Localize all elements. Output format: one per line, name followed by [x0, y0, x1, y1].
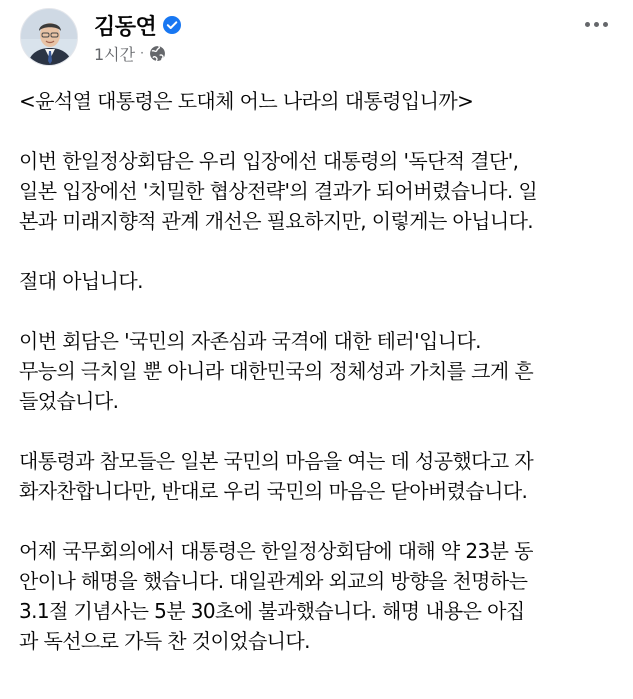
post-paragraph-4	[19, 326, 619, 416]
post-line: 무능의 극치일 뿐 아니라 대한민국의 정체성과 가치를 크게 흔	[19, 359, 534, 383]
post-line: 어제 국무회의에서 대통령은 한일정상회담에 대해 약 23분 동	[19, 539, 533, 563]
author-line	[94, 10, 182, 40]
post-timestamp[interactable]: 1시간	[94, 44, 136, 64]
post-line: 이번 한일정상회담은 우리 입장에선 대통령의 '독단적 결단',	[19, 149, 519, 173]
more-dot	[594, 22, 599, 27]
post-body	[19, 86, 619, 686]
post-line: 이번 회담은 '국민의 자존심과 국격에 대한 테러'입니다.	[19, 329, 481, 353]
post-paragraph-3	[19, 266, 619, 296]
post-line: 과 독선으로 가득 찬 것이었습니다.	[19, 629, 310, 653]
post-paragraph-5	[19, 446, 619, 506]
post-line: 들었습니다.	[19, 389, 119, 413]
post-line: 대통령과 참모들은 일본 국민의 마음을 여는 데 성공했다고 자	[19, 449, 534, 473]
post-meta	[94, 42, 166, 64]
post-line: 절대 아닙니다.	[19, 269, 143, 293]
post-line: 화자찬합니다만, 반대로 우리 국민의 마음은 닫아버렸습니다.	[19, 479, 528, 503]
author-avatar[interactable]	[20, 8, 78, 66]
more-dot	[603, 22, 608, 27]
post-line: 안이나 해명을 했습니다. 대일관계와 외교의 방향을 천명하는	[19, 569, 528, 593]
author-name[interactable]: 김동연	[94, 14, 157, 40]
meta-separator: ·	[140, 46, 144, 60]
post-line: <윤석열 대통령은 도대체 어느 나라의 대통령입니까>	[19, 89, 474, 113]
post-paragraph-6	[19, 536, 619, 656]
more-dot	[585, 22, 590, 27]
verified-badge-icon	[162, 15, 182, 35]
post-line: 3.1절 기념사는 5분 30초에 불과했습니다. 해명 내용은 아집	[19, 599, 525, 623]
post-paragraph-1	[19, 86, 619, 116]
more-options-button[interactable]	[579, 12, 613, 36]
globe-icon[interactable]	[149, 45, 166, 62]
post-paragraph-2	[19, 146, 619, 236]
post-line: 본과 미래지향적 관계 개선은 필요하지만, 이렇게는 아닙니다.	[19, 209, 534, 233]
post-header	[20, 8, 613, 70]
post-line: 일본 입장에선 '치밀한 협상전략'의 결과가 되어버렸습니다. 일	[19, 179, 538, 203]
avatar-image	[21, 9, 78, 66]
